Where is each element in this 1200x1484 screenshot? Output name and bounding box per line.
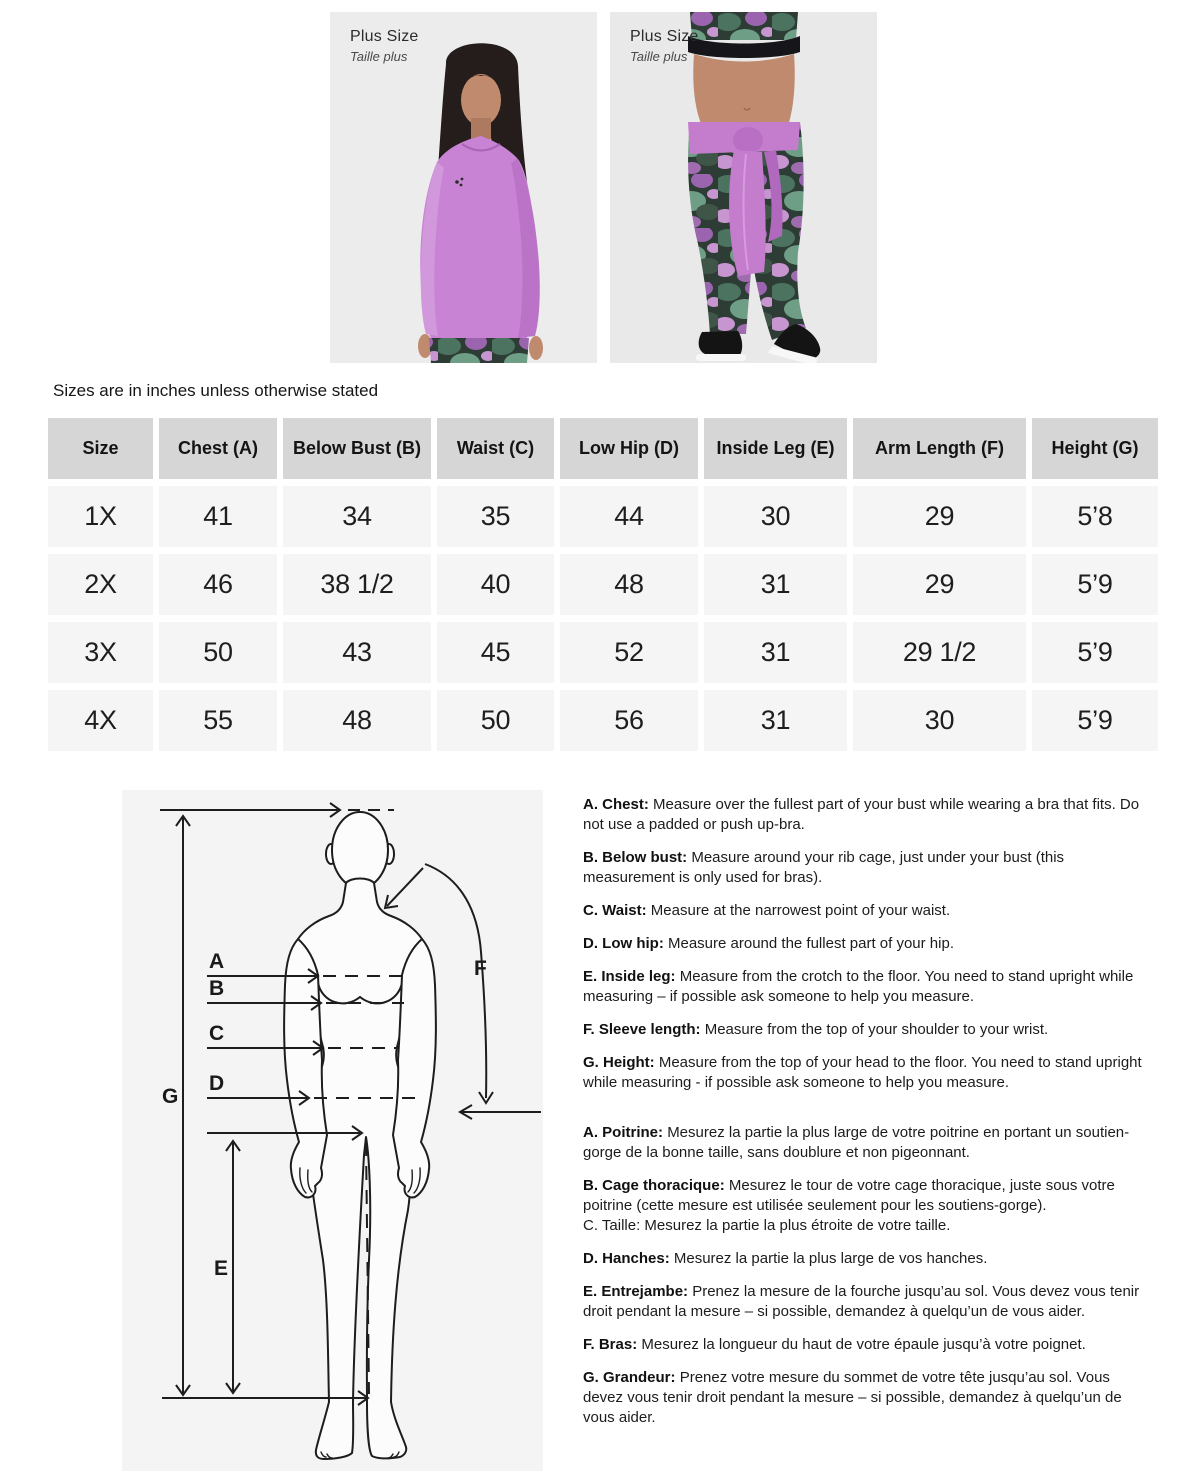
table-cell: 50 <box>437 690 554 751</box>
table-cell: 1X <box>48 486 153 547</box>
table-cell: 43 <box>283 622 431 683</box>
col-header-arm-length: Arm Length (F) <box>853 418 1026 479</box>
diagram-label-e: E <box>214 1257 229 1280</box>
product-gallery <box>330 12 877 363</box>
instruction-text: Measure over the fullest part of your bust while wearing a bra that fits. Do not use a padded or push up-bra. <box>583 796 1140 833</box>
table-cell: 29 <box>853 486 1026 547</box>
instruction-text: Mesurez la longueur du haut de votre épaule jusqu’à votre poignet. <box>641 1336 1086 1353</box>
instruction-grandeur <box>583 1368 1143 1428</box>
table-cell: 56 <box>560 690 698 751</box>
diagram-label-d: D <box>209 1072 225 1095</box>
plus-size-top-illustration <box>330 12 597 363</box>
instruction-bras <box>583 1335 1143 1355</box>
instruction-text: Measure at the narrowest point of your waist. <box>650 902 951 919</box>
instruction-low-hip <box>583 934 1143 954</box>
col-header-chest: Chest (A) <box>159 418 277 479</box>
product-label-fr: Taille plus <box>350 49 408 64</box>
instruction-below-bust <box>583 848 1143 888</box>
table-cell: 41 <box>159 486 277 547</box>
instruction-text: Prenez la mesure de la fourche jusqu’au sol. Vous devez vous tenir droit pendant la mesure – si possible, demandez à quelqu’un de vous aider. <box>583 1283 1140 1320</box>
instruction-waist <box>583 901 1143 921</box>
table-cell: 55 <box>159 690 277 751</box>
table-cell: 31 <box>704 622 847 683</box>
table-cell: 5’8 <box>1032 486 1158 547</box>
diagram-label-f: F <box>474 957 487 980</box>
instruction-poitrine <box>583 1123 1143 1163</box>
product-label-en: Plus Size <box>630 28 699 45</box>
instruction-text: Mesurez le tour de votre cage thoracique, juste sous votre poitrine (cette mesure est utilisée seulement pour les soutiens-gorge). <box>583 1177 1115 1214</box>
table-cell: 30 <box>704 486 847 547</box>
instruction-text: Mesurez la partie la plus large de votre poitrine en portant un soutien-gorge de la bonne taille, sans doublure et non pigeonnant. <box>583 1124 1130 1161</box>
instruction-text: Measure from the top of your head to the floor. You need to stand upright while measuring - if possible ask someone to help you measure. <box>583 1054 1142 1091</box>
diagram-label-b: B <box>209 977 225 1000</box>
instruction-text: Measure from the top of your shoulder to your wrist. <box>704 1021 1049 1038</box>
product-label <box>350 28 419 64</box>
table-cell: 50 <box>159 622 277 683</box>
table-cell: 29 <box>853 554 1026 615</box>
table-cell: 4X <box>48 690 153 751</box>
diagram-label-c: C <box>209 1022 225 1045</box>
instruction-taille: C. Taille: Mesurez la partie la plus étroite de votre taille. <box>583 1217 951 1234</box>
instruction-text: Mesurez la partie la plus large de vos hanches. <box>673 1250 988 1267</box>
table-cell: 46 <box>159 554 277 615</box>
table-cell: 31 <box>704 690 847 751</box>
col-header-below-bust: Below Bust (B) <box>283 418 431 479</box>
table-cell: 5’9 <box>1032 690 1158 751</box>
table-cell: 44 <box>560 486 698 547</box>
instruction-label: D. Low hip: <box>583 935 664 952</box>
table-cell: 30 <box>853 690 1026 751</box>
table-cell: 3X <box>48 622 153 683</box>
instruction-text: Prenez votre mesure du sommet de votre tête jusqu’au sol. Vous devez vous tenir droit pendant la mesure – si possible, demandez à quelqu’un de vous aider. <box>583 1369 1122 1426</box>
table-cell: 29 1/2 <box>853 622 1026 683</box>
instruction-label: D. Hanches: <box>583 1250 670 1267</box>
table-cell: 45 <box>437 622 554 683</box>
measurement-diagram <box>122 790 543 1471</box>
table-cell: 40 <box>437 554 554 615</box>
product-label-en: Plus Size <box>350 28 419 45</box>
table-cell: 38 1/2 <box>283 554 431 615</box>
diagram-label-g: G <box>162 1085 179 1108</box>
instruction-cage-thoracique <box>583 1176 1143 1236</box>
instruction-label: F. Sleeve length: <box>583 1021 701 1038</box>
product-label-fr: Taille plus <box>630 49 688 64</box>
instruction-label: A. Poitrine: <box>583 1124 664 1141</box>
table-cell: 5’9 <box>1032 622 1158 683</box>
instruction-inside-leg <box>583 967 1143 1007</box>
instruction-entrejambe <box>583 1282 1143 1322</box>
col-header-height: Height (G) <box>1032 418 1158 479</box>
instruction-label: G. Grandeur: <box>583 1369 676 1386</box>
instruction-label: E. Inside leg: <box>583 968 676 985</box>
instruction-label: B. Cage thoracique: <box>583 1177 725 1194</box>
instruction-label: G. Height: <box>583 1054 655 1071</box>
table-cell: 34 <box>283 486 431 547</box>
measurement-instructions <box>583 795 1143 1441</box>
table-cell: 48 <box>283 690 431 751</box>
instruction-label: A. Chest: <box>583 796 649 813</box>
table-cell: 52 <box>560 622 698 683</box>
instruction-chest <box>583 795 1143 835</box>
instruction-label: C. Waist: <box>583 902 647 919</box>
table-cell: 48 <box>560 554 698 615</box>
table-cell: 2X <box>48 554 153 615</box>
col-header-low-hip: Low Hip (D) <box>560 418 698 479</box>
instruction-height <box>583 1053 1143 1093</box>
instructions-english <box>583 795 1143 1093</box>
product-photo-top <box>330 12 597 363</box>
instruction-sleeve-length <box>583 1020 1143 1040</box>
col-header-inside-leg: Inside Leg (E) <box>704 418 847 479</box>
product-label <box>630 28 699 64</box>
instruction-hanches <box>583 1249 1143 1269</box>
instruction-label: F. Bras: <box>583 1336 638 1353</box>
col-header-size: Size <box>48 418 153 479</box>
instruction-text: Measure from the crotch to the floor. You need to stand upright while measuring – if possible ask someone to help you measure. <box>583 968 1134 1005</box>
units-note: Sizes are in inches unless otherwise stated <box>53 381 379 400</box>
instruction-text: Measure around your rib cage, just under your bust (this measurement is only used for bras). <box>583 849 1065 886</box>
size-chart-table <box>48 418 1158 751</box>
diagram-label-a: A <box>209 950 225 973</box>
col-header-waist: Waist (C) <box>437 418 554 479</box>
instruction-text: Measure around the fullest part of your hip. <box>668 935 954 952</box>
table-cell: 35 <box>437 486 554 547</box>
instruction-label: E. Entrejambe: <box>583 1283 689 1300</box>
body-measurement-figure <box>122 790 543 1471</box>
plus-size-leggings-illustration <box>610 12 877 363</box>
instruction-label: B. Below bust: <box>583 849 688 866</box>
instructions-french <box>583 1123 1143 1428</box>
table-cell: 31 <box>704 554 847 615</box>
product-photo-leggings <box>610 12 877 363</box>
table-cell: 5’9 <box>1032 554 1158 615</box>
